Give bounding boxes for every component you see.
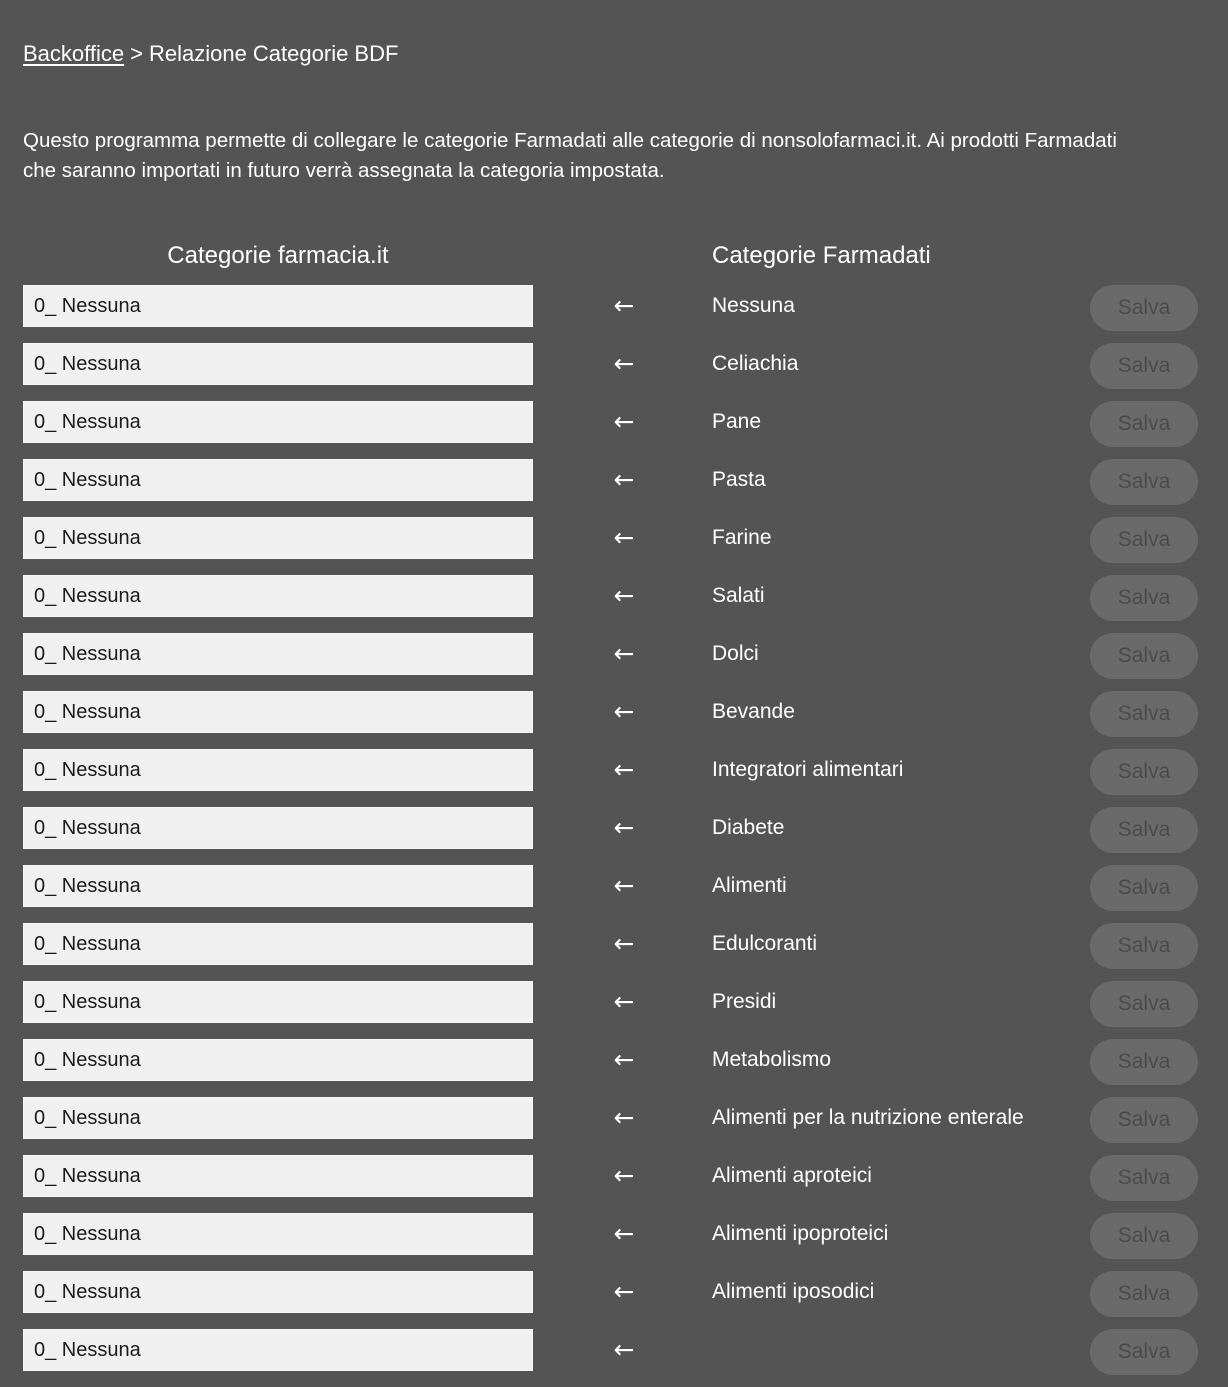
arrow-left-icon: ← (613, 407, 635, 436)
save-button[interactable]: Salva (1090, 865, 1198, 911)
table-row (0, 1039, 1228, 1097)
category-select[interactable] (23, 981, 533, 1023)
save-button[interactable]: Salva (1090, 343, 1198, 389)
category-select[interactable] (23, 1039, 533, 1081)
farmadati-category-label: Alimenti iposodici (712, 1280, 875, 1303)
save-button[interactable]: Salva (1090, 1329, 1198, 1375)
category-select[interactable] (23, 459, 533, 501)
table-row (0, 981, 1228, 1039)
table-row (0, 343, 1228, 401)
table-row (0, 691, 1228, 749)
save-button[interactable]: Salva (1090, 923, 1198, 969)
category-select[interactable] (23, 749, 533, 791)
farmadati-category-label: Diabete (712, 816, 785, 839)
arrow-left-icon: ← (613, 929, 635, 958)
arrow-left-icon: ← (613, 1335, 635, 1364)
save-button[interactable]: Salva (1090, 691, 1198, 737)
farmadati-category-label: Alimenti ipoproteici (712, 1222, 889, 1245)
category-select[interactable] (23, 1097, 533, 1139)
table-row (0, 1271, 1228, 1329)
arrow-left-icon: ← (613, 755, 635, 784)
breadcrumb-separator: > (130, 41, 143, 66)
category-select[interactable] (23, 633, 533, 675)
arrow-left-icon: ← (613, 813, 635, 842)
save-button[interactable]: Salva (1090, 401, 1198, 447)
arrow-left-icon: ← (613, 581, 635, 610)
category-select[interactable] (23, 517, 533, 559)
category-select[interactable] (23, 401, 533, 443)
save-button[interactable]: Salva (1090, 1271, 1198, 1317)
category-select[interactable] (23, 1271, 533, 1313)
table-row (0, 575, 1228, 633)
breadcrumb-current-page: Relazione Categorie BDF (148, 41, 399, 66)
farmadati-category-label: Alimenti aproteici (712, 1164, 872, 1187)
arrow-left-icon: ← (613, 349, 635, 378)
arrow-left-icon: ← (613, 1103, 635, 1132)
table-row (0, 1213, 1228, 1271)
arrow-left-icon: ← (613, 871, 635, 900)
farmadati-category-label: Nessuna (712, 294, 795, 317)
save-button[interactable]: Salva (1090, 981, 1198, 1027)
save-button[interactable]: Salva (1090, 1097, 1198, 1143)
table-row (0, 807, 1228, 865)
category-select[interactable] (23, 691, 533, 733)
table-row (0, 633, 1228, 691)
farmadati-category-label: Presidi (712, 990, 777, 1013)
save-button[interactable]: Salva (1090, 633, 1198, 679)
farmadati-category-label: Alimenti per la nutrizione enterale (712, 1106, 1024, 1129)
farmadati-category-label: Integratori alimentari (712, 758, 904, 781)
column-header-farmadati: Categorie Farmadati (712, 242, 931, 269)
table-row (0, 1155, 1228, 1213)
farmadati-category-label: Pane (712, 410, 762, 433)
category-select[interactable] (23, 343, 533, 385)
farmadati-category-label: Farine (712, 526, 772, 549)
save-button[interactable]: Salva (1090, 517, 1198, 563)
breadcrumb (23, 39, 398, 69)
arrow-left-icon: ← (613, 639, 635, 668)
category-select[interactable] (23, 575, 533, 617)
category-select[interactable] (23, 285, 533, 327)
arrow-left-icon: ← (613, 523, 635, 552)
arrow-left-icon: ← (613, 1045, 635, 1074)
farmadati-category-label: Edulcoranti (712, 932, 818, 955)
table-row (0, 749, 1228, 807)
farmadati-category-label: Alimenti (712, 874, 787, 897)
farmadati-category-label: Bevande (712, 700, 795, 723)
category-select[interactable] (23, 1213, 533, 1255)
arrow-left-icon: ← (613, 697, 635, 726)
table-row (0, 517, 1228, 575)
farmadati-category-label: Pasta (712, 468, 766, 491)
arrow-left-icon: ← (613, 291, 635, 320)
arrow-left-icon: ← (613, 1219, 635, 1248)
save-button[interactable]: Salva (1090, 1039, 1198, 1085)
page-description: Questo programma permette di collegare le categorie Farmadati alle categorie di nonsolofarmaci.it. Ai prodotti Farmadati che saranno importati in futuro verrà assegnata la categoria impostata. (23, 129, 1117, 182)
farmadati-category-label: Celiachia (712, 352, 799, 375)
farmadati-category-label: Metabolismo (712, 1048, 832, 1071)
save-button[interactable]: Salva (1090, 807, 1198, 853)
save-button[interactable]: Salva (1090, 285, 1198, 331)
table-row (0, 401, 1228, 459)
table-row (0, 459, 1228, 517)
farmadati-category-label: Salati (712, 584, 765, 607)
arrow-left-icon: ← (613, 987, 635, 1016)
table-row (0, 1329, 1228, 1387)
category-select[interactable] (23, 923, 533, 965)
category-mapping-list (0, 285, 1228, 1387)
save-button[interactable]: Salva (1090, 1213, 1198, 1259)
arrow-left-icon: ← (613, 1277, 635, 1306)
column-header-farmacia: Categorie farmacia.it (167, 242, 389, 269)
category-select[interactable] (23, 865, 533, 907)
table-row (0, 865, 1228, 923)
breadcrumb-link-backoffice[interactable]: Backoffice (23, 41, 125, 66)
table-row (0, 1097, 1228, 1155)
arrow-left-icon: ← (613, 465, 635, 494)
save-button[interactable]: Salva (1090, 1155, 1198, 1201)
farmadati-category-label: Dolci (712, 642, 759, 665)
category-select[interactable] (23, 807, 533, 849)
save-button[interactable]: Salva (1090, 575, 1198, 621)
category-select[interactable] (23, 1155, 533, 1197)
category-select[interactable] (23, 1329, 533, 1371)
save-button[interactable]: Salva (1090, 749, 1198, 795)
save-button[interactable]: Salva (1090, 459, 1198, 505)
table-row (0, 285, 1228, 343)
table-row (0, 923, 1228, 981)
arrow-left-icon: ← (613, 1161, 635, 1190)
